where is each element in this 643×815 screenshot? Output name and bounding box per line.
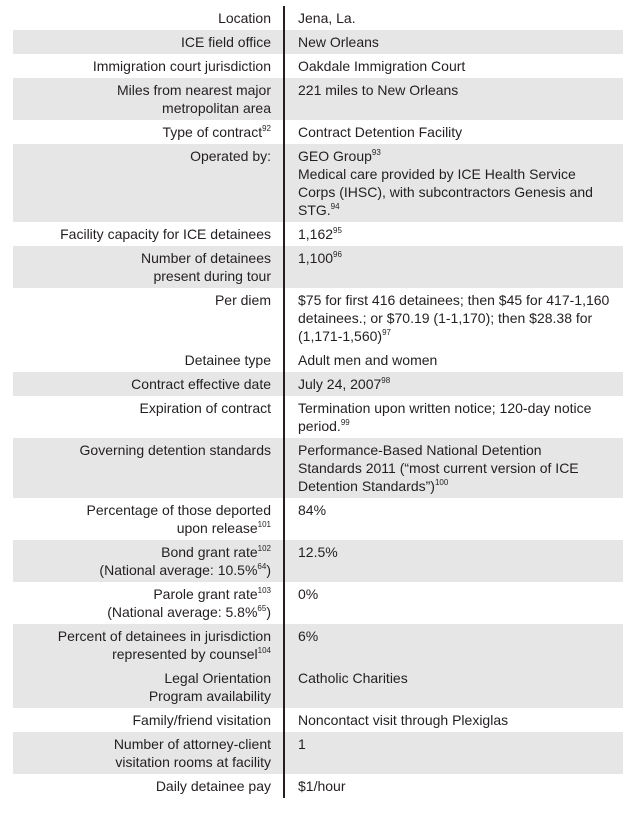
row-label-line: Facility capacity for ICE detainees — [60, 226, 271, 242]
footnote-ref: 65 — [257, 604, 267, 613]
table-row — [13, 30, 623, 54]
row-label — [13, 120, 283, 144]
row-label-line: Operated by: — [190, 148, 271, 164]
row-value-line: Noncontact visit through Plexiglas — [298, 712, 509, 728]
row-label — [13, 348, 283, 372]
row-label — [13, 708, 283, 732]
row-label — [13, 396, 283, 438]
footnote-ref: 97 — [382, 328, 391, 337]
row-label-line: Miles from nearest major — [116, 82, 271, 98]
row-label-line: Bond grant rate$^{102}$ — [161, 544, 271, 560]
footnote-ref: 94 — [330, 202, 340, 211]
footnote-ref: 99 — [340, 418, 350, 427]
row-label-line: Expiration of contract — [139, 400, 271, 416]
table-row — [13, 732, 623, 774]
table-row — [13, 396, 623, 438]
row-label — [13, 372, 283, 396]
row-value — [285, 288, 623, 348]
row-label — [13, 78, 283, 120]
row-label — [13, 624, 283, 666]
row-label — [13, 732, 283, 774]
row-value-line: 1 — [298, 736, 306, 752]
row-value-line: Performance-Based National Detention — [298, 442, 542, 458]
row-label — [13, 498, 283, 540]
row-label — [13, 30, 283, 54]
table-row — [13, 774, 623, 798]
row-value — [285, 582, 623, 624]
row-label-line: Type of contract$^{92}$ — [162, 124, 271, 140]
row-value-line: Corps (IHSC), with subcontractors Genesis and — [298, 184, 593, 200]
table-row — [13, 222, 623, 246]
row-label-line: Contract effective date — [131, 376, 271, 392]
row-value-line: detainees.; or $70.19 (1-1,170); then $28.38 for — [298, 310, 593, 326]
row-value — [285, 144, 623, 222]
row-value — [285, 372, 623, 396]
row-value-line: 12.5% — [298, 544, 338, 560]
row-value-line: Catholic Charities — [298, 670, 408, 686]
row-value-line: Contract Detention Facility — [298, 124, 463, 140]
row-value — [285, 120, 623, 144]
row-value-line: 1,100$^{96}$ — [298, 250, 342, 266]
row-value-line: Detention Standards”)$^{100}$ — [298, 478, 449, 494]
footnote-ref: 96 — [333, 250, 342, 259]
row-label-line: Number of attorney-client — [113, 736, 271, 752]
row-label-line: Location — [218, 10, 271, 26]
row-label — [13, 246, 283, 288]
row-value — [285, 222, 623, 246]
row-label — [13, 582, 283, 624]
row-value — [285, 498, 623, 540]
row-value — [285, 624, 623, 666]
row-label-line: Percentage of those deported — [86, 502, 271, 518]
table-row — [13, 582, 623, 624]
row-label-line: ICE field office — [180, 34, 271, 50]
table-row — [13, 540, 623, 582]
row-value-line: New Orleans — [298, 34, 379, 50]
facility-info-table — [13, 6, 623, 798]
row-label-line: visitation rooms at facility — [115, 754, 271, 770]
row-label-line: Detainee type — [184, 352, 271, 368]
row-label-line: Per diem — [214, 292, 271, 308]
footnote-ref: 104 — [257, 646, 271, 655]
row-value-line: GEO Group$^{93}$ — [298, 148, 381, 164]
footnote-ref: 98 — [381, 376, 391, 385]
row-value-line: Standards 2011 (“most current version of ICE — [298, 460, 579, 476]
row-label-line: Number of detainees — [141, 250, 271, 266]
row-value — [285, 438, 623, 498]
row-value-line: period.$^{99}$ — [298, 418, 350, 434]
row-value-line: 0% — [298, 586, 319, 602]
row-value — [285, 732, 623, 774]
row-value-line: Jena, La. — [298, 10, 356, 26]
row-value-line: STG.$^{94}$ — [298, 202, 340, 218]
row-label-line: metropolitan area — [162, 100, 271, 116]
row-value — [285, 348, 623, 372]
table-row — [13, 246, 623, 288]
row-value-line: Adult men and women — [298, 352, 438, 368]
row-label-line: Daily detainee pay — [155, 778, 271, 794]
row-value — [285, 540, 623, 582]
row-value — [285, 774, 623, 798]
row-label-line: (National average: 10.5%$^{64}$) — [99, 562, 271, 578]
row-value — [285, 708, 623, 732]
table-row — [13, 708, 623, 732]
row-label-line: Family/friend visitation — [132, 712, 271, 728]
row-label-line: Legal Orientation — [164, 670, 271, 686]
footnote-ref: 95 — [333, 226, 342, 235]
table-row — [13, 144, 623, 222]
row-label — [13, 438, 283, 498]
table-row — [13, 498, 623, 540]
row-value — [285, 54, 623, 78]
row-label-line: present during tour — [153, 268, 271, 284]
row-label-line: Program availability — [148, 688, 271, 704]
row-label — [13, 288, 283, 348]
footnote-ref: 92 — [262, 124, 271, 133]
row-value-line: 84% — [298, 502, 327, 518]
table-row — [13, 6, 623, 30]
row-label-line: Governing detention standards — [79, 442, 271, 458]
row-label — [13, 6, 283, 30]
row-label-line: (National average: 5.8%$^{65}$) — [107, 604, 271, 620]
row-label-line: represented by counsel$^{104}$ — [112, 646, 271, 662]
row-label — [13, 54, 283, 78]
table-row — [13, 666, 623, 708]
row-value-line: 6% — [298, 628, 319, 644]
table-row — [13, 78, 623, 120]
row-value — [285, 666, 623, 708]
footnote-ref: 100 — [434, 478, 449, 487]
table-row — [13, 348, 623, 372]
row-value — [285, 246, 623, 288]
footnote-ref: 93 — [371, 148, 381, 157]
row-value-line: $1/hour — [298, 778, 346, 794]
table-row — [13, 54, 623, 78]
row-value-line: 1,162$^{95}$ — [298, 226, 342, 242]
row-label — [13, 144, 283, 222]
row-label — [13, 222, 283, 246]
row-value — [285, 78, 623, 120]
footnote-ref: 103 — [257, 586, 271, 595]
row-value-line: Oakdale Immigration Court — [298, 58, 466, 74]
row-label-line: Parole grant rate$^{103}$ — [153, 586, 271, 602]
row-label — [13, 540, 283, 582]
row-label-line: upon release$^{101}$ — [176, 520, 271, 536]
footnote-ref: 102 — [257, 544, 271, 553]
row-value-line: 221 miles to New Orleans — [298, 82, 459, 98]
table-row — [13, 624, 623, 666]
table-row — [13, 288, 623, 348]
row-value-line: $75 for first 416 detainees; then $45 for 417-1,160 — [298, 292, 610, 308]
table-row — [13, 372, 623, 396]
footnote-ref: 64 — [257, 562, 267, 571]
footnote-ref: 101 — [257, 520, 271, 529]
row-value-line: Termination upon written notice; 120-day notice — [298, 400, 592, 416]
row-value — [285, 396, 623, 438]
table-row — [13, 120, 623, 144]
row-label — [13, 774, 283, 798]
row-label — [13, 666, 283, 708]
row-value — [285, 6, 623, 30]
row-value-line: Medical care provided by ICE Health Service — [298, 166, 576, 182]
row-value-line: $(1,171-1,560)^{97}$ — [298, 328, 391, 344]
table-row — [13, 438, 623, 498]
row-label-line: Percent of detainees in jurisdiction — [57, 628, 271, 644]
row-label-line: Immigration court jurisdiction — [92, 58, 271, 74]
row-value — [285, 30, 623, 54]
row-value-line: July 24, 2007$^{98}$ — [298, 376, 391, 392]
